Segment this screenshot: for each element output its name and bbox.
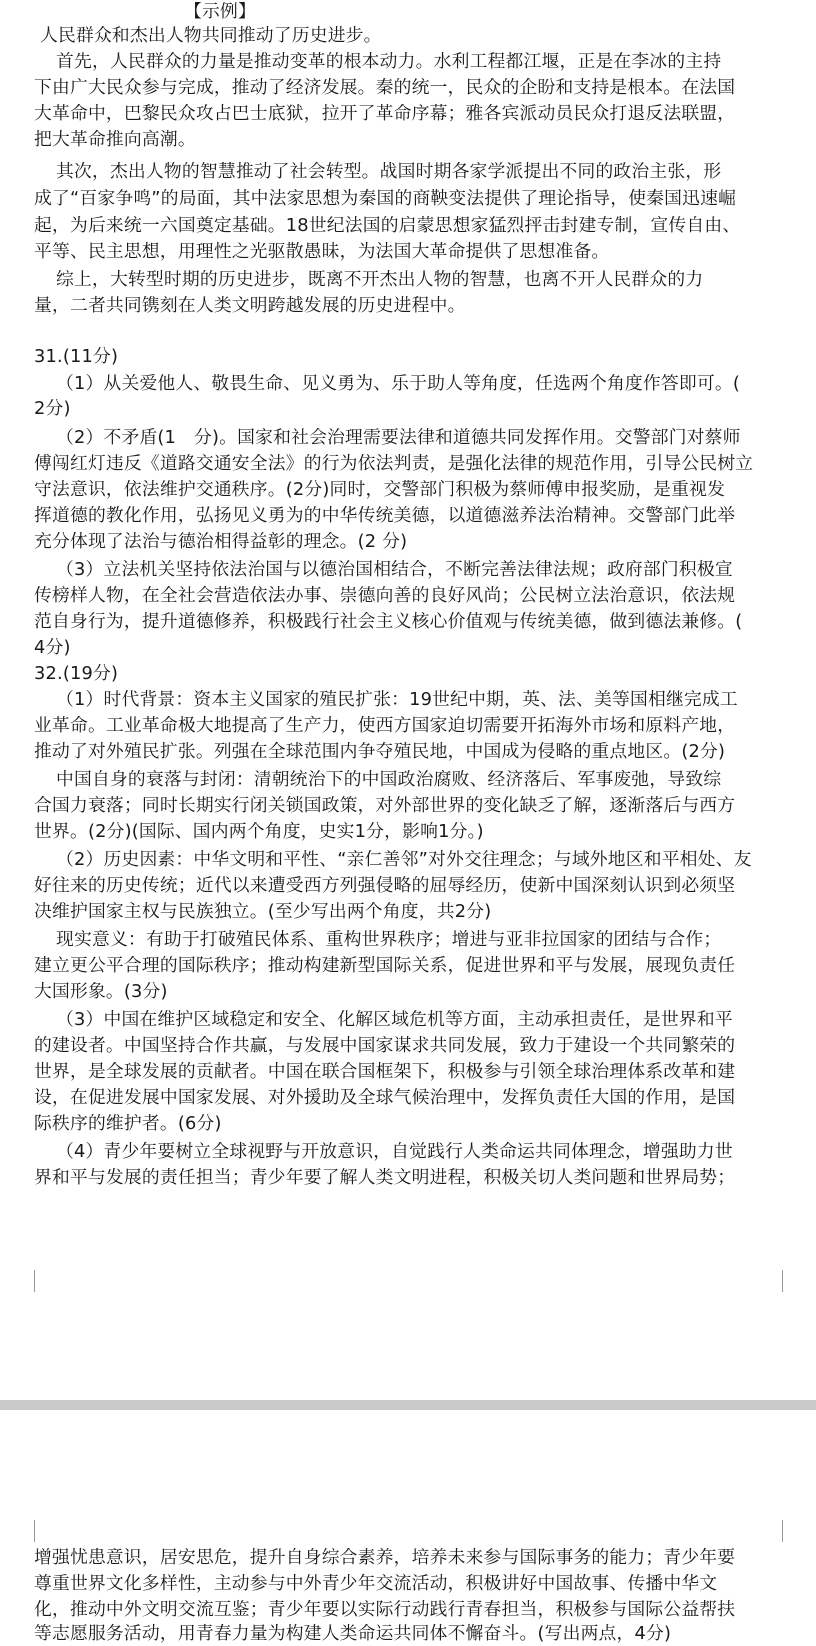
text-line: 首先，人民群众的力量是推动变革的根本动力。水利工程都江堰，正是在李冰的主持 (56, 51, 722, 72)
text-line: 建立更公平合理的国际秩序；推动构建新型国际关系，促进世界和平与发展，展现负责任 (34, 955, 736, 976)
text-line: 傅闯红灯违反《道路交通安全法》的行为依法判责，是强化法律的规范作用，引导公民树立 (34, 453, 754, 474)
text-line: 际秩序的维护者。(6分) (34, 1113, 222, 1134)
text-line: 化，推动中外文明交流互鉴；青少年要以实际行动践行青春担当，积极参与国际公益帮扶 (34, 1599, 736, 1620)
text-line: 等志愿服务活动，用青春力量为构建人类命运共同体不懈奋斗。(写出两点，4分) (34, 1623, 672, 1644)
text-line: （2）不矛盾(1 分)。国家和社会治理需要法律和道德共同发挥作用。交警部门对蔡师 (56, 427, 741, 448)
text-line: 的建设者。中国坚持合作共赢，与发展中国家谋求共同发展，致力于建设一个共同繁荣的 (34, 1035, 736, 1056)
text-line: （1）从关爱他人、敬畏生命、见义勇为、乐于助人等角度，任选两个角度作答即可。( (56, 373, 740, 394)
text-line: 平等、民主思想，用理性之光驱散愚昧，为法国大革命提供了思想准备。 (34, 241, 610, 262)
text-line: 推动了对外殖民扩张。列强在全球范围内争夺殖民地，中国成为侵略的重点地区。(2分) (34, 741, 726, 762)
text-line: 尊重世界文化多样性，主动参与中外青少年交流活动，积极讲好中国故事、传播中华文 (34, 1573, 718, 1594)
text-line: 充分体现了法治与德治相得益彰的理念。(2 分) (34, 531, 408, 552)
text-line: 世界，是全球发展的贡献者。中国在联合国框架下，积极参与引领全球治理体系改革和建 (34, 1061, 736, 1082)
text-line: 设，在促进发展中国家发展、对外援助及全球气候治理中，发挥负责任大国的作用，是国 (34, 1087, 736, 1108)
text-line: （2）历史因素：中华文明和平性、“亲仁善邻”对外交往理念；与域外地区和平相处、友 (56, 849, 752, 870)
text-line: （3）中国在维护区域稳定和安全、化解区域危机等方面，主动承担责任，是世界和平 (56, 1009, 733, 1030)
text-line: 人民群众和杰出人物共同推动了历史进步。 (40, 25, 382, 46)
text-line: （3）立法机关坚持依法治国与以德治国相结合，不断完善法律法规；政府部门积极宣 (56, 559, 733, 580)
text-line: 2分) (34, 398, 71, 419)
text-line: 界和平与发展的责任担当；青少年要了解人类文明进程，积极关切人类问题和世界局势； (34, 1167, 736, 1188)
text-line: 传榜样人物，在全社会营造依法办事、崇德向善的良好风尚；公民树立法治意识，依法规 (34, 585, 736, 606)
text-line: 决维护国家主权与民族独立。(至少写出两个角度，共2分) (34, 901, 492, 922)
text-line: （1）时代背景：资本主义国家的殖民扩张：19世纪中期，英、法、美等国相继完成工 (56, 689, 738, 710)
text-line: 4分) (34, 637, 71, 658)
text-line: 守法意识，依法维护交通秩序。(2分)同时，交警部门积极为蔡师傅申报奖励，是重视发 (34, 479, 726, 500)
text-line: 成了“百家争鸣”的局面，其中法家思想为秦国的商鞅变法提供了理论指导，使秦国迅速崛 (34, 188, 737, 209)
page-corner-mark (760, 1270, 783, 1292)
question-31-heading: 31.(11分) (34, 346, 119, 367)
text-line: 综上，大转型时期的历史进步，既离不开杰出人物的智慧，也离不开人民群众的力 (56, 269, 704, 290)
text-line: 世界。(2分)(国际、国内两个角度，史实1分，影响1分。) (34, 821, 484, 842)
text-line: 大革命中，巴黎民众攻占巴士底狱，拉开了革命序幕；雅各宾派动员民众打退反法联盟， (34, 103, 736, 124)
text-line: 业革命。工业革命极大地提高了生产力，使西方国家迫切需要开拓海外市场和原料产地， (34, 715, 736, 736)
document-page-2 (0, 1410, 816, 1645)
text-line: 中国自身的衰落与封闭：清朝统治下的中国政治腐败、经济落后、军事废弛，导致综 (56, 769, 722, 790)
text-line: 其次，杰出人物的智慧推动了社会转型。战国时期各家学派提出不同的政治主张，形 (56, 161, 722, 182)
text-line: 好往来的历史传统；近代以来遭受西方列强侵略的屈辱经历，使新中国深刻认识到必须坚 (34, 875, 736, 896)
page-corner-mark (760, 1520, 783, 1542)
text-line: 挥道德的教化作用，弘扬见义勇为的中华传统美德，以道德滋养法治精神。交警部门此举 (34, 505, 736, 526)
text-line: 把大革命推向高潮。 (34, 129, 196, 150)
text-line: 大国形象。(3分) (34, 981, 168, 1002)
text-line: （4）青少年要树立全球视野与开放意识，自觉践行人类命运共同体理念，增强助力世 (56, 1141, 733, 1162)
page-separator (0, 1400, 816, 1410)
text-line: 合国力衰落；同时长期实行闭关锁国政策，对外部世界的变化缺乏了解，逐渐落后与西方 (34, 795, 736, 816)
text-line: 下由广大民众参与完成，推动了经济发展。秦的统一，民众的企盼和支持是根本。在法国 (34, 77, 736, 98)
page-corner-mark (34, 1270, 57, 1292)
text-line: 现实意义：有助于打破殖民体系、重构世界秩序；增进与亚非拉国家的团结与合作； (56, 929, 722, 950)
text-line: 起，为后来统一六国奠定基础。18世纪法国的启蒙思想家猛烈抨击封建专制，宣传自由、 (34, 215, 741, 236)
text-line: 增强忧患意识，居安思危，提升自身综合素养，培养未来参与国际事务的能力；青少年要 (34, 1547, 736, 1568)
example-heading: 【示例】 (184, 1, 256, 22)
page-corner-mark (34, 1520, 57, 1542)
question-32-heading: 32.(19分) (34, 663, 119, 684)
text-line: 范自身行为，提升道德修养，积极践行社会主义核心价值观与传统美德，做到德法兼修。( (34, 611, 743, 632)
text-line: 量，二者共同镌刻在人类文明跨越发展的历史进程中。 (34, 295, 466, 316)
